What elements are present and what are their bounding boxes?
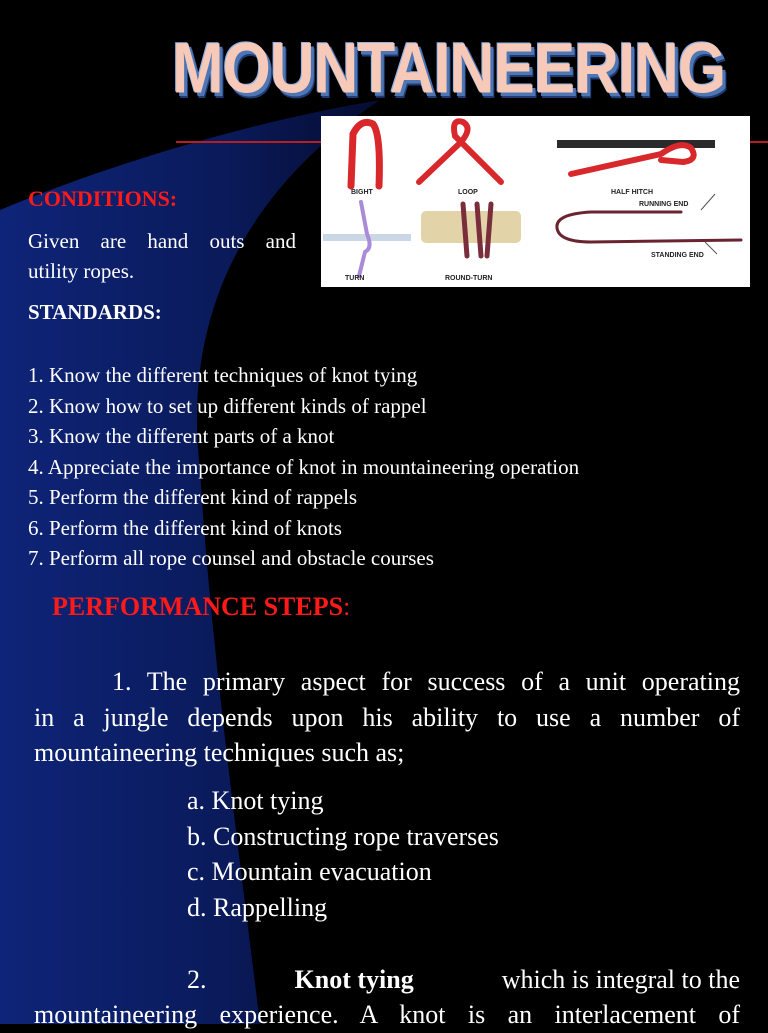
label-running-end: RUNNING END bbox=[639, 201, 689, 208]
list-item: 6. Perform the different kind of knots bbox=[28, 515, 342, 540]
loop-rope bbox=[419, 121, 501, 182]
list-item: 7. Perform all rope counsel and obstacle courses bbox=[28, 546, 434, 570]
performance-heading-colon: : bbox=[343, 592, 351, 621]
list-item: 3. Know the different parts of a knot bbox=[28, 424, 335, 448]
step2-line-1 bbox=[187, 962, 740, 998]
label-loop: LOOP bbox=[458, 189, 478, 196]
half-hitch-rope bbox=[571, 145, 694, 174]
knot-diagram bbox=[321, 116, 750, 287]
label-round-turn: ROUND-TURN bbox=[445, 275, 493, 282]
step1-line-1: 1. The primary aspect for success of a unit operating bbox=[112, 667, 740, 696]
performance-heading-text: PERFORMANCE STEPS bbox=[52, 592, 344, 621]
standards-heading: STANDARDS: bbox=[28, 300, 162, 324]
bight-rope bbox=[351, 122, 379, 186]
conditions-line-1: Given are hand outs and bbox=[28, 229, 296, 253]
list-item: 5. Perform the different kind of rappels bbox=[28, 485, 358, 509]
list-item: c. Mountain evacuation bbox=[187, 857, 432, 886]
list-item: d. Rappelling bbox=[187, 892, 328, 922]
list-item: a. Knot tying bbox=[187, 786, 324, 815]
standing-end-rope bbox=[557, 212, 741, 242]
round-turn-bar bbox=[421, 211, 521, 243]
step2-number: 2. bbox=[187, 965, 207, 994]
label-turn: TURN bbox=[345, 275, 365, 282]
step2-line-2: mountaineering experience. A knot is an interlacement of bbox=[34, 1000, 740, 1029]
performance-heading bbox=[52, 592, 350, 622]
techniques-list bbox=[187, 783, 499, 925]
step1-line-2: in a jungle depends upon his ability to use a number of bbox=[34, 703, 740, 732]
list-item: b. Constructing rope traverses bbox=[187, 821, 499, 851]
step2-bold-term: Knot tying bbox=[294, 965, 414, 994]
list-item: 4. Appreciate the importance of knot in mountaineering operation bbox=[28, 454, 580, 479]
list-item: 2. Know how to set up different kinds of rappel bbox=[28, 393, 427, 418]
step2-rest: which is integral to the bbox=[501, 965, 740, 994]
step1-line-3: mountaineering techniques such as; bbox=[34, 738, 405, 767]
label-half-hitch: HALF HITCH bbox=[611, 189, 653, 196]
conditions-heading: CONDITIONS: bbox=[28, 186, 178, 211]
list-item: 1. Know the different techniques of knot tying bbox=[28, 363, 418, 387]
label-standing-end: STANDING END bbox=[651, 252, 704, 259]
page-title: MOUNTAINEERING bbox=[172, 29, 726, 109]
standards-list bbox=[28, 360, 579, 574]
label-bight: BIGHT bbox=[351, 189, 373, 196]
conditions-line-2: utility ropes. bbox=[28, 259, 135, 283]
